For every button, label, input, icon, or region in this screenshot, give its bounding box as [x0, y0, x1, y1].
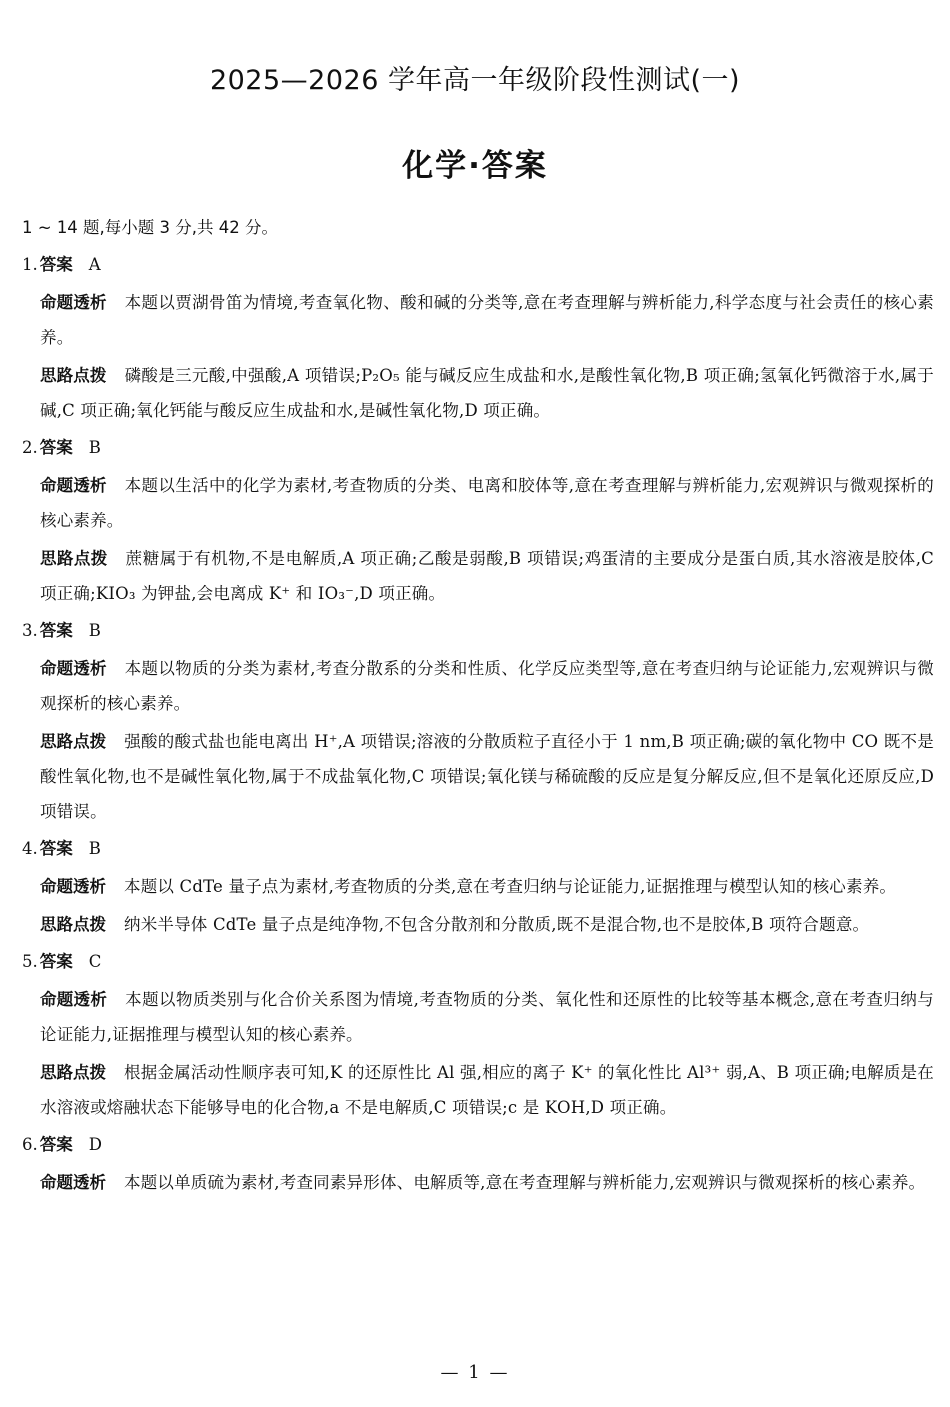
intent-block	[22, 468, 934, 538]
question-number: 6.	[22, 1135, 38, 1154]
document-subtitle: 化学·答案	[402, 148, 548, 184]
answer-line	[22, 831, 934, 866]
hint-label: 思路点拨	[40, 1063, 107, 1082]
question-number: 5.	[22, 952, 38, 971]
intent-block	[22, 1165, 934, 1200]
answer-line	[22, 247, 934, 282]
intent-label: 命题透析	[40, 990, 108, 1009]
score-note: 1 ~ 14 题,每小题 3 分,共 42 分。	[22, 218, 279, 237]
hint-label: 思路点拨	[40, 366, 107, 385]
intent-label: 命题透析	[40, 476, 107, 495]
intent-block	[22, 651, 934, 721]
question-6	[22, 1127, 934, 1200]
intent-text: 本题以单质硫为素材,考查同素异形体、电解质等,意在考查理解与辨析能力,宏观辨识与微观探析的核心素养。	[124, 1173, 926, 1192]
hint-text: 蔗糖属于有机物,不是电解质,A 项正确;乙酸是弱酸,B 项错误;鸡蛋清的主要成分是蛋白质,其水溶液是胶体,C 项正确;KIO₃ 为钾盐,会电离成 K⁺ 和 IO₃⁻,D 项正确。	[40, 549, 934, 603]
question-5	[22, 944, 934, 1125]
answer-content	[22, 210, 934, 1200]
hint-text: 强酸的酸式盐也能电离出 H⁺,A 项错误;溶液的分散质粒子直径小于 1 nm,B 项正确;碳的氧化物中 CO 既不是酸性氧化物,也不是碱性氧化物,属于不成盐氧化物,C 项错误;氧化镁与稀硫酸的反应是复分解反应,但不是氧化还原反应,D 项错误。	[40, 732, 935, 821]
hint-text: 根据金属活动性顺序表可知,K 的还原性比 Al 强,相应的离子 K⁺ 的氧化性比 Al³⁺ 弱,A、B 项正确;电解质是在水溶液或熔融状态下能够导电的化合物,a 不是电解质,C 项错误;c 是 KOH,D 项正确。	[40, 1063, 935, 1117]
intent-block	[22, 869, 934, 904]
hint-block	[22, 358, 934, 428]
answer-label: 答案	[39, 839, 73, 858]
hint-label: 思路点拨	[40, 732, 107, 751]
answer-label: 答案	[39, 1135, 73, 1154]
intent-block	[22, 285, 934, 355]
answer-line	[22, 1127, 934, 1162]
intent-text: 本题以生活中的化学为素材,考查物质的分类、电离和胶体等,意在考查理解与辨析能力,宏观辨识与微观探析的核心素养。	[40, 476, 934, 530]
intent-text: 本题以 CdTe 量子点为素材,考查物质的分类,意在考查归纳与论证能力,证据推理与模型认知的核心素养。	[124, 877, 897, 896]
document-title: 2025—2026 学年高一年级阶段性测试(一)	[209, 65, 741, 96]
question-number: 2.	[22, 438, 38, 457]
hint-block	[22, 907, 934, 942]
answer-line	[22, 613, 934, 648]
intent-label: 命题透析	[40, 659, 107, 678]
question-4	[22, 831, 934, 942]
hint-block	[22, 541, 934, 611]
hint-text: 纳米半导体 CdTe 量子点是纯净物,不包含分散剂和分散质,既不是混合物,也不是胶体,B 项符合题意。	[124, 915, 870, 934]
hint-block	[22, 1055, 934, 1125]
intent-text: 本题以物质的分类为素材,考查分散系的分类和性质、化学反应类型等,意在考查归纳与论证能力,宏观辨识与微观探析的核心素养。	[40, 659, 934, 713]
intent-text: 本题以贾湖骨笛为情境,考查氧化物、酸和碱的分类等,意在考查理解与辨析能力,科学态度与社会责任的核心素养。	[40, 293, 934, 347]
answer-label: 答案	[39, 255, 73, 274]
answer-line	[22, 430, 934, 465]
hint-text: 磷酸是三元酸,中强酸,A 项错误;P₂O₅ 能与碱反应生成盐和水,是酸性氧化物,B 项正确;氢氧化钙微溶于水,属于碱,C 项正确;氧化钙能与酸反应生成盐和水,是碱性氧化物,D 项正确。	[40, 366, 934, 420]
answer-label: 答案	[39, 621, 73, 640]
answer-value: D	[88, 1135, 102, 1154]
intent-text: 本题以物质类别与化合价关系图为情境,考查物质的分类、氧化性和还原性的比较等基本概念,意在考查归纳与论证能力,证据推理与模型认知的核心素养。	[40, 990, 934, 1044]
hint-label: 思路点拨	[40, 549, 108, 568]
question-1	[22, 247, 934, 428]
answer-value: A	[88, 255, 101, 274]
question-number: 1.	[22, 255, 38, 274]
hint-block	[22, 724, 934, 829]
answer-label: 答案	[39, 952, 73, 971]
answer-value: B	[88, 438, 101, 457]
answer-value: C	[88, 952, 102, 971]
question-3	[22, 613, 934, 829]
intent-label: 命题透析	[40, 293, 107, 312]
answer-line	[22, 944, 934, 979]
hint-label: 思路点拨	[40, 915, 106, 934]
answer-value: B	[88, 839, 101, 858]
intent-label: 命题透析	[40, 877, 106, 896]
answer-value: B	[88, 621, 101, 640]
question-number: 4.	[22, 839, 38, 858]
intent-label: 命题透析	[40, 1173, 106, 1192]
question-number: 3.	[22, 621, 38, 640]
page-number: — 1 —	[440, 1362, 510, 1383]
question-2	[22, 430, 934, 611]
answer-label: 答案	[39, 438, 73, 457]
intent-block	[22, 982, 934, 1052]
